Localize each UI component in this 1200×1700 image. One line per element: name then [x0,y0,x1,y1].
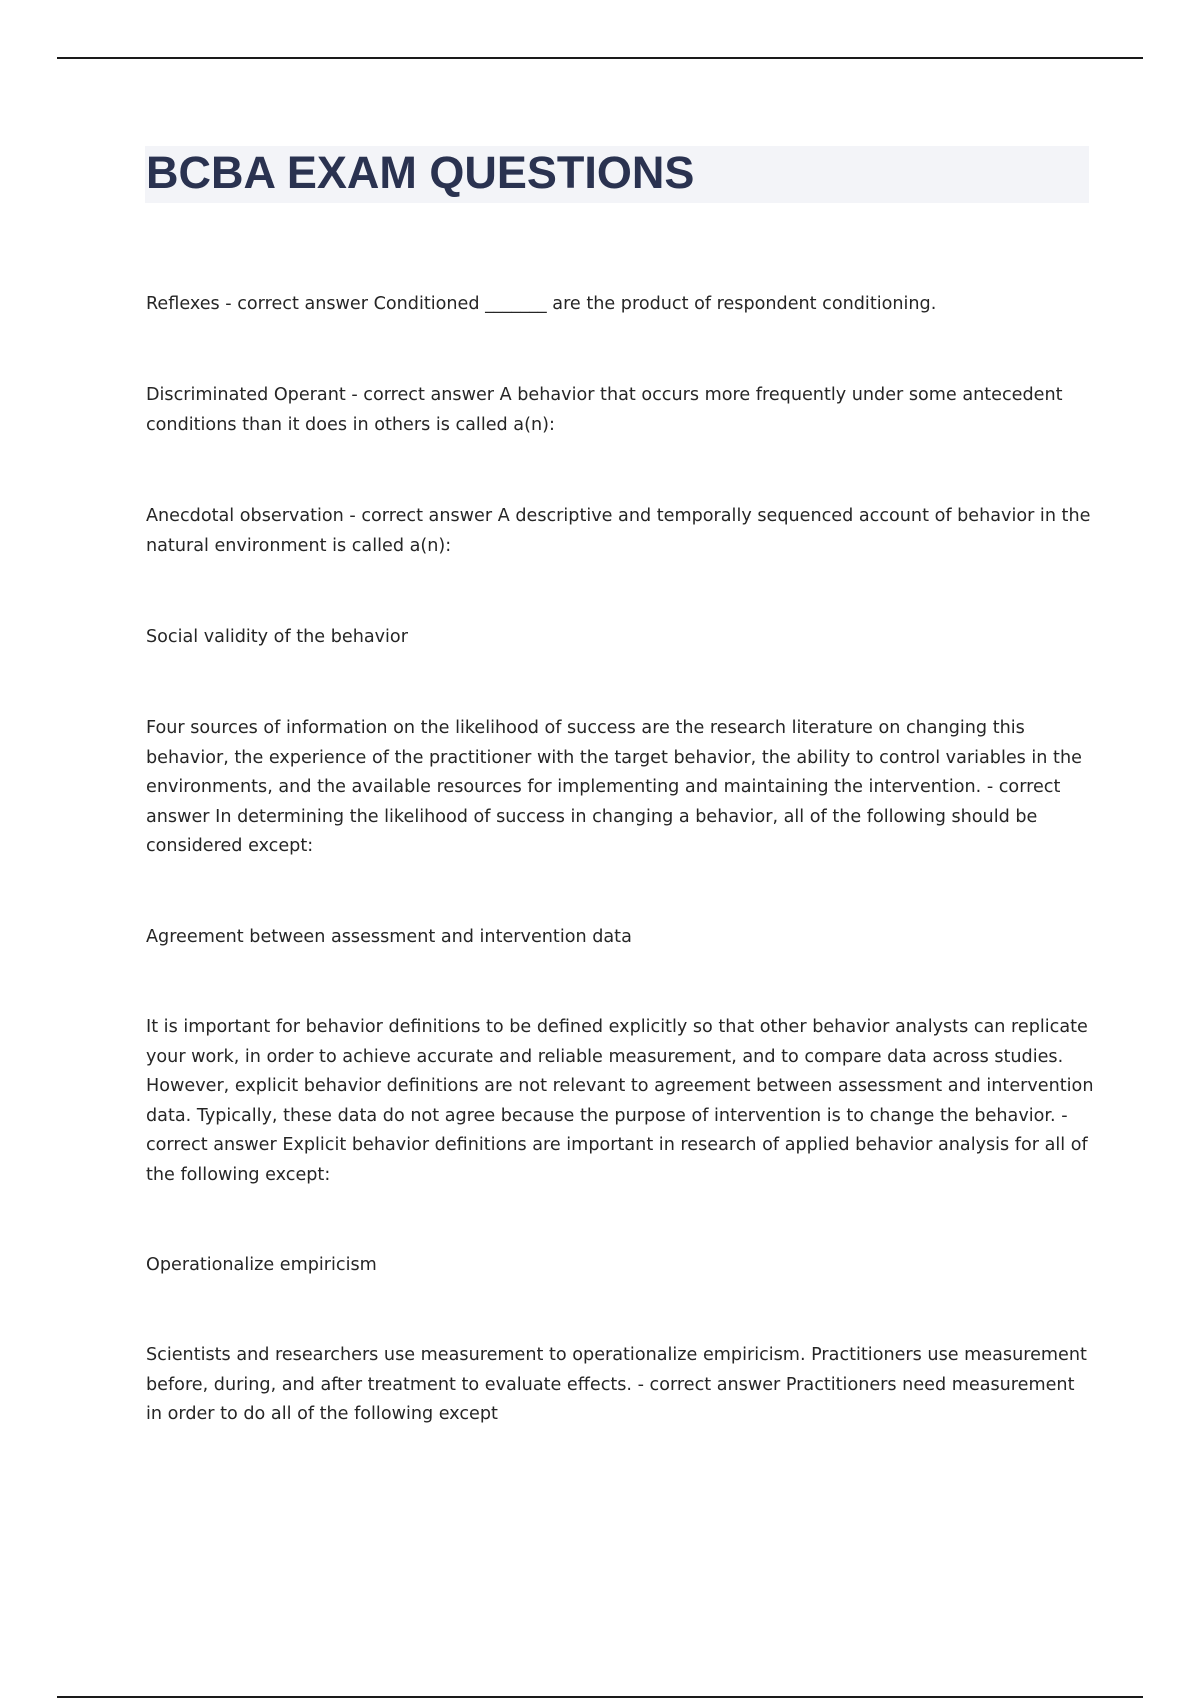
qa-paragraph-9: Scientists and researchers use measurement to operationalize empiricism. Practitioners use measurement before, during, and after treatment to evaluate effects. - correct answer Practitioners need measurement in order to do all of the following except [146,1345,1087,1424]
qa-paragraph-4: Social validity of the behavior [146,627,408,647]
header-rule [57,57,1143,59]
footer-rule [57,1696,1143,1698]
qa-paragraph-5: Four sources of information on the likelihood of success are the research literature on changing this behavior, the experience of the practitioner with the target behavior, the ability to control variables in the environments, and the available resources for implementing and maintaining the intervention. - correct answer In determining the likelihood of success in changing a behavior, all of the following should be considered except: [146,718,1082,856]
qa-paragraph-6: Agreement between assessment and intervention data [146,927,632,947]
qa-paragraph-1: Reflexes - correct answer Conditioned _______ are the product of respondent conditioning. [146,294,937,314]
qa-paragraph-3: Anecdotal observation - correct answer A descriptive and temporally sequenced account of behavior in the natural environment is called a(n): [146,506,1091,556]
qa-paragraph-2: Discriminated Operant - correct answer A behavior that occurs more frequently under some antecedent conditions than it does in others is called a(n): [146,385,1063,435]
qa-paragraph-8: Operationalize empiricism [146,1255,377,1275]
document-title: BCBA EXAM QUESTIONS [146,147,695,198]
qa-paragraph-7: It is important for behavior definitions to be defined explicitly so that other behavior analysts can replicate your work, in order to achieve accurate and reliable measurement, and to compare data across studies. However, explicit behavior definitions are not relevant to agreement between assessment and intervention data. Typically, these data do not agree because the purpose of intervention is to change the behavior. - correct answer Explicit behavior definitions are important in research of applied behavior analysis for all of the following except: [146,1017,1094,1185]
